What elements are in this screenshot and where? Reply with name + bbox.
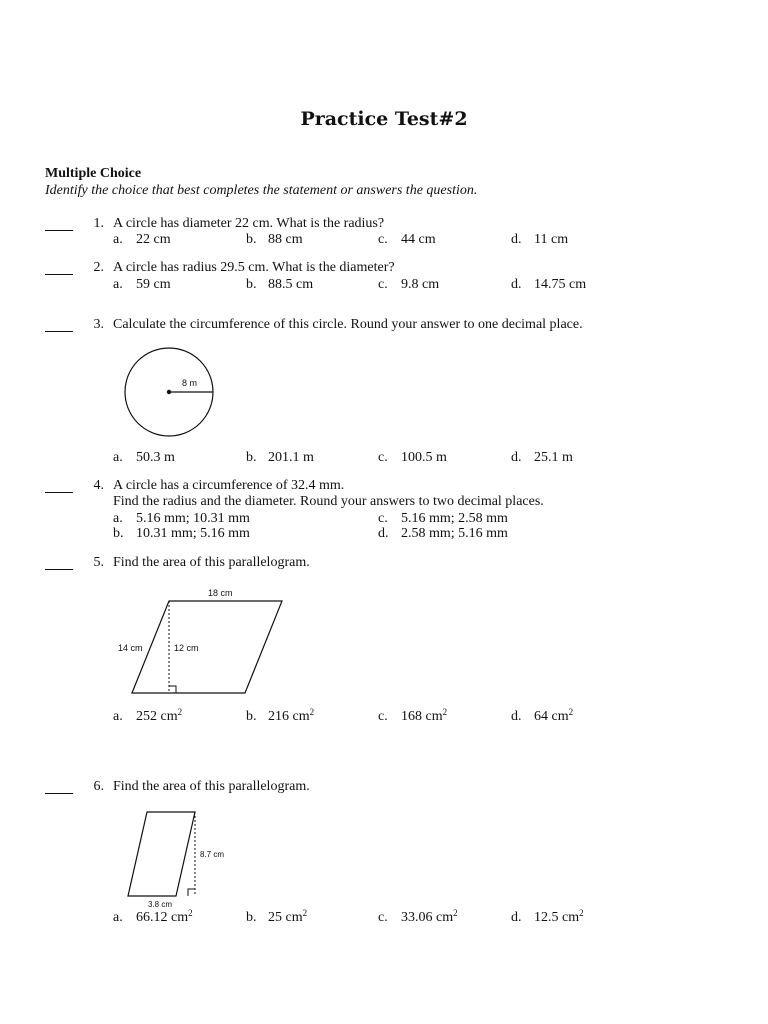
- answer-blank-2[interactable]: [45, 262, 73, 275]
- choice-text: 11 cm: [534, 232, 569, 247]
- choice-text: 59 cm: [136, 277, 171, 292]
- question-number: 3.: [93, 317, 104, 332]
- choice-letter: c.: [378, 511, 388, 526]
- choice-letter: c.: [378, 709, 388, 724]
- choice-letter: a.: [113, 511, 123, 526]
- choice-text: 2.58 mm; 5.16 mm: [401, 526, 508, 541]
- choice-letter: b.: [246, 910, 257, 925]
- choice-letter: d.: [511, 910, 522, 925]
- choice-letter: d.: [511, 277, 522, 292]
- choice-letter: b.: [113, 526, 124, 541]
- section-instructions: Identify the choice that best completes the statement or answers the question.: [45, 183, 478, 198]
- choice-text: 5.16 mm; 10.31 mm: [136, 511, 250, 526]
- question-number: 6.: [93, 779, 104, 794]
- choice-text: 88.5 cm: [268, 277, 314, 292]
- choice-text: 14.75 cm: [534, 277, 587, 292]
- question-text: A circle has radius 29.5 cm. What is the diameter?: [113, 260, 395, 275]
- choice-text: 216 $cm^2$: [268, 707, 315, 724]
- question-text: A circle has diameter 22 cm. What is the radius?: [113, 216, 385, 231]
- choice-text: 33.06 $cm^2$: [401, 908, 458, 925]
- choice-text: 64 $cm^2$: [534, 707, 574, 724]
- right-angle-marker: [169, 686, 176, 693]
- choice-letter: b.: [246, 709, 257, 724]
- choice-text: 168 $cm^2$: [401, 707, 448, 724]
- choice-letter: c.: [378, 910, 388, 925]
- height-label: 8.7 cm: [200, 850, 225, 859]
- question-text: Find the area of this parallelogram.: [113, 555, 310, 570]
- parallelogram-outline: [128, 812, 195, 896]
- choice-text: 22 cm: [136, 232, 171, 247]
- choice-letter: b.: [246, 277, 257, 292]
- circle-figure: [118, 340, 228, 444]
- page-title: Practice Test#2: [300, 108, 468, 130]
- choice-letter: a.: [113, 450, 123, 465]
- answer-blank-3[interactable]: [45, 319, 73, 332]
- answer-blank-4[interactable]: [45, 480, 73, 493]
- choice-letter: b.: [246, 232, 257, 247]
- section-heading: Multiple Choice: [45, 166, 142, 181]
- choice-text: 9.8 cm: [401, 277, 440, 292]
- choice-letter: a.: [113, 232, 123, 247]
- choice-letter: a.: [113, 277, 123, 292]
- parallelogram-figure-1: [110, 584, 300, 700]
- choice-text: 44 cm: [401, 232, 436, 247]
- choice-letter: d.: [511, 709, 522, 724]
- choice-letter: d.: [511, 450, 522, 465]
- choice-text: 25.1 m: [534, 450, 573, 465]
- question-number: 5.: [93, 555, 104, 570]
- question-text: A circle has a circumference of 32.4 mm.: [113, 478, 345, 493]
- choice-letter: d.: [511, 232, 522, 247]
- choice-letter: d.: [378, 526, 389, 541]
- choice-text: 50.3 m: [136, 450, 175, 465]
- answer-blank-1[interactable]: [45, 218, 73, 231]
- choice-letter: c.: [378, 450, 388, 465]
- question-text: Find the area of this parallelogram.: [113, 779, 310, 794]
- radius-label: 8 m: [182, 378, 198, 388]
- top-side-label: 18 cm: [208, 588, 233, 598]
- choice-text: 25 $cm^2$: [268, 908, 308, 925]
- slant-side-label: 14 cm: [118, 643, 143, 653]
- choice-text: 12.5 $cm^2$: [534, 908, 584, 925]
- question-number: 4.: [93, 478, 104, 493]
- choice-text: 10.31 mm; 5.16 mm: [136, 526, 250, 541]
- choice-letter: b.: [246, 450, 257, 465]
- question-text-line2: Find the radius and the diameter. Round your answers to two decimal places.: [113, 494, 544, 509]
- question-text: Calculate the circumference of this circle. Round your answer to one decimal place.: [113, 317, 583, 332]
- choice-letter: c.: [378, 277, 388, 292]
- parallelogram-figure-2: [120, 806, 240, 910]
- right-angle-marker: [188, 889, 195, 896]
- choice-text: 5.16 mm; 2.58 mm: [401, 511, 508, 526]
- choice-text: 100.5 m: [401, 450, 447, 465]
- base-label: 3.8 cm: [148, 900, 173, 909]
- choice-text: 201.1 m: [268, 450, 314, 465]
- parallelogram-outline: [132, 601, 282, 693]
- question-number: 2.: [93, 260, 104, 275]
- answer-blank-6[interactable]: [45, 781, 73, 794]
- choice-letter: a.: [113, 709, 123, 724]
- choice-text: 88 cm: [268, 232, 303, 247]
- choice-text: 252 $cm^2$: [136, 707, 183, 724]
- question-number: 1.: [93, 216, 104, 231]
- height-label: 12 cm: [174, 643, 199, 653]
- choice-letter: a.: [113, 910, 123, 925]
- choice-letter: c.: [378, 232, 388, 247]
- answer-blank-5[interactable]: [45, 557, 73, 570]
- choice-text: 66.12 $cm^2$: [136, 908, 193, 925]
